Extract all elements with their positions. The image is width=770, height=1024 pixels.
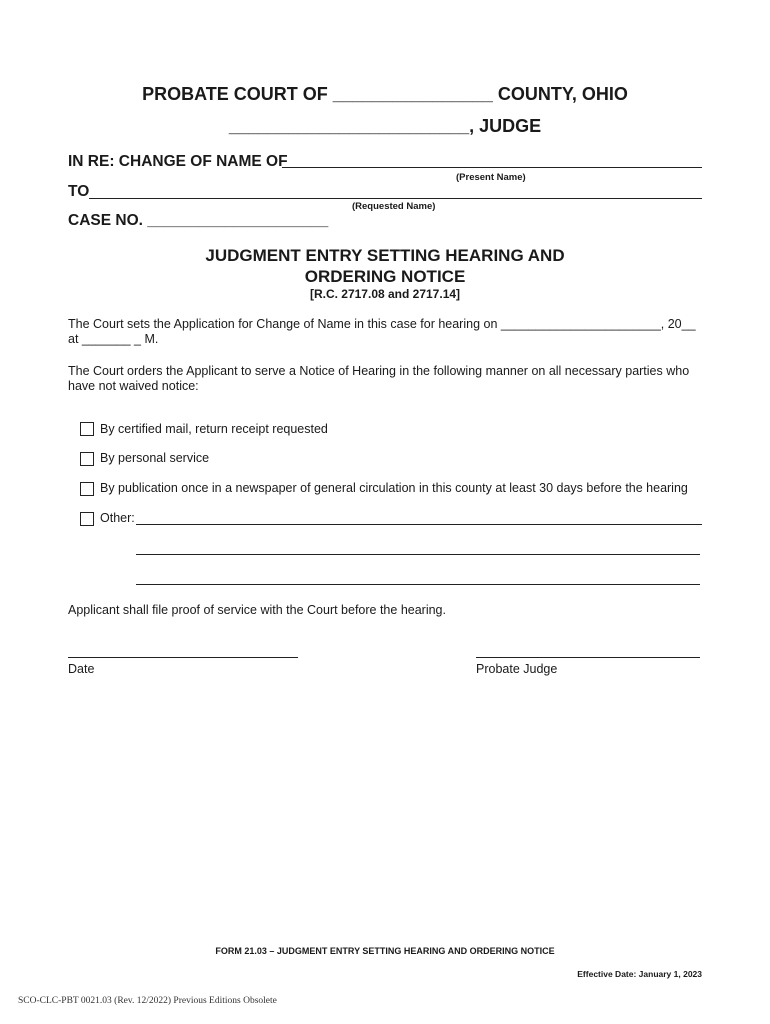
serve-paragraph-line2: have not waived notice:	[68, 379, 199, 393]
form-footer-title: FORM 21.03 – JUDGMENT ENTRY SETTING HEARING AND ORDERING NOTICE	[215, 946, 555, 956]
present-name-field[interactable]	[282, 167, 702, 168]
certified-mail-checkbox[interactable]	[80, 422, 94, 436]
in-re-label: IN RE: CHANGE OF NAME OF	[68, 153, 288, 170]
to-label: TO	[68, 183, 90, 200]
statute-citation: [R.C. 2717.08 and 2717.14]	[309, 287, 461, 301]
personal-service-checkbox[interactable]	[80, 452, 94, 466]
other-label: Other:	[100, 511, 135, 525]
judge-signature-line[interactable]	[476, 657, 700, 658]
publication-label: By publication once in a newspaper of general circulation in this county at least 30 days before the hearing	[100, 481, 688, 495]
effective-date: Effective Date: January 1, 2023	[577, 969, 702, 979]
other-field-line3[interactable]	[136, 584, 700, 585]
date-signature-line[interactable]	[68, 657, 298, 658]
proof-of-service-text: Applicant shall file proof of service with the Court before the hearing.	[68, 603, 446, 617]
present-name-label: (Present Name)	[456, 172, 526, 183]
court-title: PROBATE COURT OF ________________ COUNTY, OHIO	[142, 84, 628, 104]
case-number: CASE NO. _____________________	[68, 212, 329, 229]
revision-note: SCO-CLC-PBT 0021.03 (Rev. 12/2022) Previous Editions Obsolete	[18, 996, 277, 1006]
publication-checkbox[interactable]	[80, 482, 94, 496]
requested-name-field[interactable]	[89, 198, 702, 199]
probate-judge-label: Probate Judge	[476, 662, 558, 676]
other-field-line2[interactable]	[136, 554, 700, 555]
requested-name-label: (Requested Name)	[352, 201, 436, 212]
date-label: Date	[68, 662, 95, 676]
document-title-line1: JUDGMENT ENTRY SETTING HEARING AND	[205, 246, 565, 265]
serve-paragraph-line1: The Court orders the Applicant to serve a Notice of Hearing in the following manner on all necessary parties who	[68, 364, 690, 378]
personal-service-label: By personal service	[100, 451, 210, 465]
certified-mail-label: By certified mail, return receipt requested	[100, 422, 328, 436]
document-title-line2: ORDERING NOTICE	[304, 267, 466, 286]
hearing-paragraph-line1: The Court sets the Application for Change of Name in this case for hearing on _______________________, 20__	[68, 317, 696, 331]
other-checkbox[interactable]	[80, 512, 94, 526]
hearing-paragraph-line2: at _______ _ M.	[68, 332, 159, 346]
judge-line: ________________________, JUDGE	[228, 116, 542, 136]
other-field-line1[interactable]	[136, 524, 702, 525]
